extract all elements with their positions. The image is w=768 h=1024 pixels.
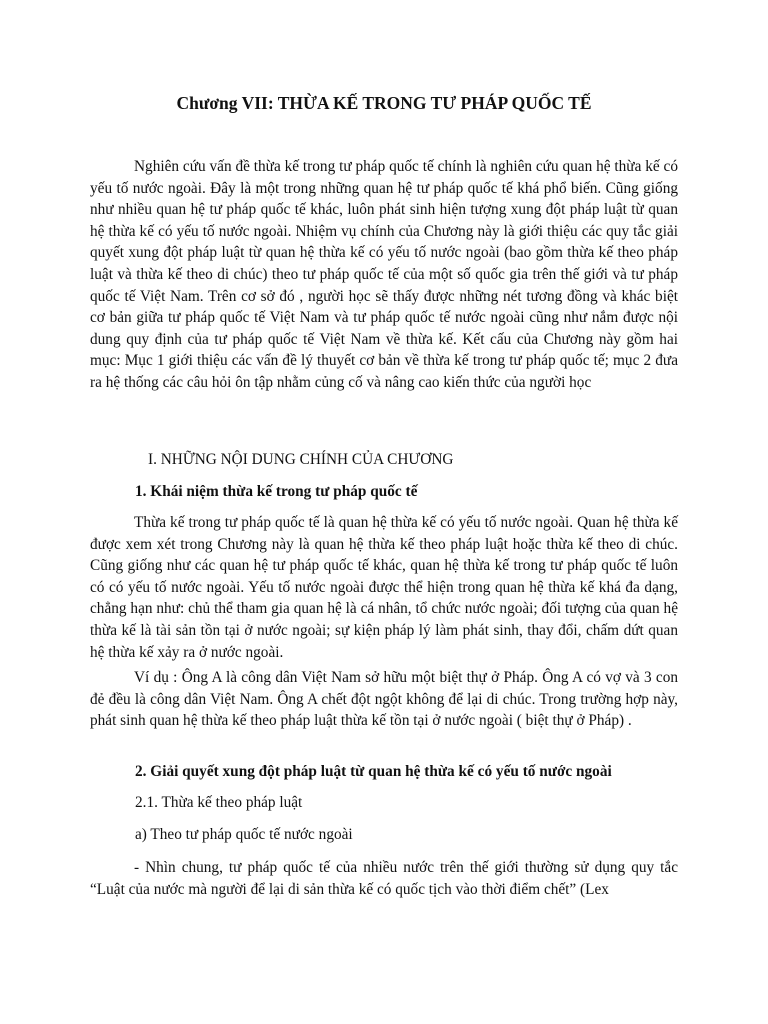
chapter-title: Chương VII: THỪA KẾ TRONG TƯ PHÁP QUỐC TẾ	[176, 93, 592, 113]
example-block	[90, 667, 678, 732]
sub21-block	[135, 794, 635, 812]
sub2-heading-block	[135, 763, 695, 781]
example-paragraph: Ví dụ : Ông A là công dân Việt Nam sở hữu một biệt thự ở Pháp. Ông A có vợ và 3 con đẻ đều là công dân Việt Nam. Ông A chết đột ngột không để lại di chúc. Trong trường hợp này, phát sinh quan hệ thừa kế theo pháp luật thừa kế tồn tại ở nước ngoài ( biệt thự ở Pháp) .	[90, 669, 678, 730]
sub1-paragraph: Thừa kế trong tư pháp quốc tế là quan hệ thừa kế có yếu tố nước ngoài. Quan hệ thừa kế được xem xét trong Chương này là quan hệ thừa kế theo pháp luật hoặc thừa kế theo di chúc. Cũng giống như các quan hệ tư pháp quốc tế khác, quan hệ thừa kế trong tư pháp quốc tế luôn có có yếu tố nước ngoài. Yếu tố nước ngoài được thể hiện trong quan hệ thừa kế khá đa dạng, chẳng hạn như: chủ thể tham gia quan hệ là cá nhân, tổ chức nước ngoài; đối tượng của quan hệ thừa kế là tài sản tồn tại ở nước ngoài; sự kiện pháp lý làm phát sinh, thay đổi, chấm dứt quan hệ thừa kế xảy ra ở nước ngoài.	[90, 514, 678, 661]
section-heading: I. NHỮNG NỘI DUNG CHÍNH CỦA CHƯƠNG	[148, 451, 454, 468]
sub1-para-block	[90, 512, 678, 663]
intro-paragraph: Nghiên cứu vấn đề thừa kế trong tư pháp quốc tế chính là nghiên cứu quan hệ thừa kế có yếu tố nước ngoài. Đây là một trong những quan hệ tư pháp quốc tế khá phổ biến. Cũng giống như nhiều quan hệ tư pháp quốc tế khác, luôn phát sinh hiện tượng xung đột pháp luật từ quan hệ thừa kế có yếu tố nước ngoài. Nhiệm vụ chính của Chương này là giới thiệu các quy tắc giải quyết xung đột pháp luật từ quan hệ thừa kế có yếu tố nước ngoài (bao gồm thừa kế theo pháp luật và thừa kế theo di chúc) theo tư pháp quốc tế của một số quốc gia trên thế giới và tư pháp quốc tế Việt Nam. Trên cơ sở đó , người học sẽ thấy được những nét tương đồng và khác biệt cơ bản giữa tư pháp quốc tế Việt Nam và tư pháp quốc tế nước ngoài cũng như nắm được nội dung quy định của tư pháp quốc tế Việt Nam về thừa kế. Kết cấu của Chương này gồm hai mục: Mục 1 giới thiệu các vấn đề lý thuyết cơ bản về thừa kế trong tư pháp quốc tế; mục 2 đưa ra hệ thống các câu hỏi ôn tập nhằm củng cố và nâng cao kiến thức của người học	[90, 158, 678, 391]
sub1-heading: 1. Khái niệm thừa kế trong tư pháp quốc tế	[135, 483, 418, 500]
sub21-heading: 2.1. Thừa kế theo pháp luật	[135, 794, 303, 811]
section-heading-block	[148, 451, 648, 469]
sub1-heading-block	[135, 483, 675, 501]
item-a-block	[135, 826, 635, 844]
sub2-para-block	[90, 857, 678, 900]
sub2-paragraph: - Nhìn chung, tư pháp quốc tế của nhiều nước trên thế giới thường sử dụng quy tắc “Luật của nước mà người để lại di sản thừa kế có quốc tịch vào thời điểm chết” (Lex	[90, 859, 678, 898]
item-a-heading: a) Theo tư pháp quốc tế nước ngoài	[135, 826, 353, 843]
sub2-heading: 2. Giải quyết xung đột pháp luật từ quan hệ thừa kế có yếu tố nước ngoài	[135, 763, 612, 780]
intro-block	[90, 156, 678, 394]
